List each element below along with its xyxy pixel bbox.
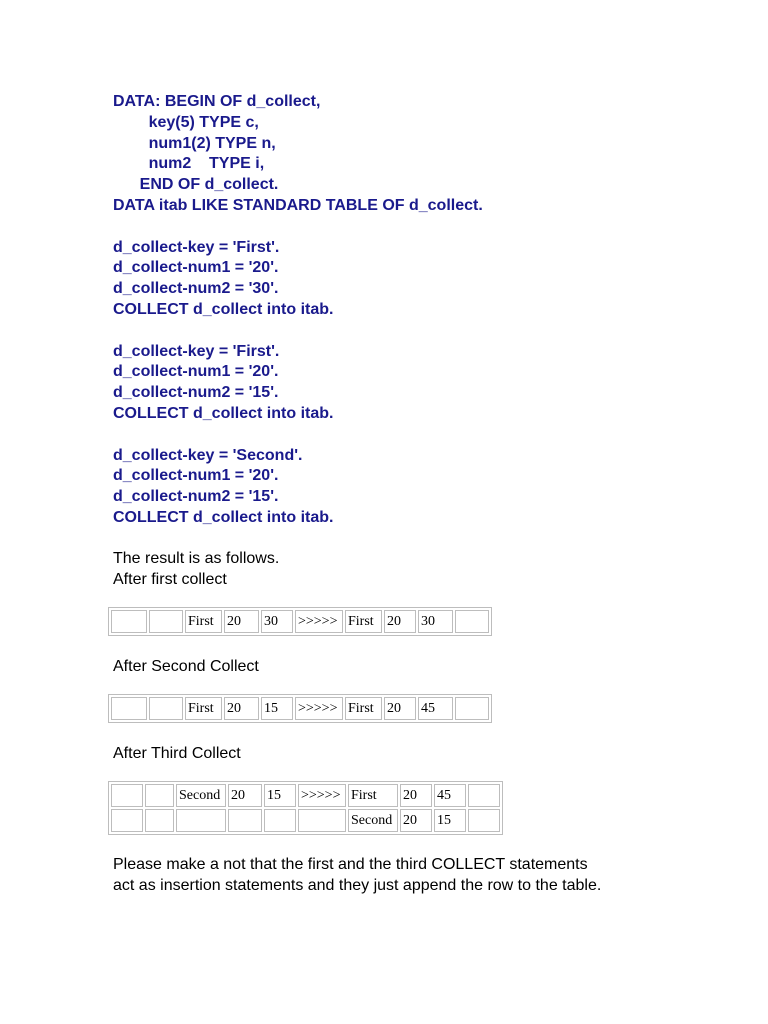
table-cell	[455, 610, 489, 633]
table-cell	[298, 809, 346, 832]
table-cell	[145, 784, 174, 807]
table-cell: Second	[348, 809, 398, 832]
table-cell: First	[185, 610, 222, 633]
code-line: DATA: BEGIN OF d_collect,	[113, 93, 321, 110]
code-block	[113, 92, 483, 529]
table-cell: 20	[384, 610, 416, 633]
note-line-2: act as insertion statements and they just append the row to the table.	[113, 877, 602, 894]
code-line: COLLECT d_collect into itab.	[113, 300, 334, 318]
table-cell	[455, 697, 489, 720]
table-cell	[228, 809, 262, 832]
code-blank-line	[113, 217, 483, 238]
table-cell	[468, 784, 500, 807]
table-cell: 30	[418, 610, 453, 633]
code-line: d_collect-num1 = '20'.	[113, 259, 279, 277]
section-heading-1: After first collect	[113, 571, 227, 588]
table-cell: 30	[261, 610, 293, 633]
code-line: END OF d_collect.	[113, 176, 279, 194]
table-cell: 20	[224, 610, 259, 633]
code-blank-line	[113, 321, 483, 342]
code-line: d_collect-num2 = '30'.	[113, 280, 279, 298]
section-heading-3: After Third Collect	[113, 745, 241, 762]
result-table-3	[108, 781, 503, 835]
table-cell: 20	[400, 809, 432, 832]
table-cell	[264, 809, 296, 832]
table-row	[111, 784, 500, 807]
table-cell: First	[348, 784, 398, 807]
table-cell	[176, 809, 226, 832]
code-line: COLLECT d_collect into itab.	[113, 404, 334, 422]
result-table-2	[108, 694, 492, 723]
result-intro: The result is as follows.	[113, 550, 280, 567]
table-cell: First	[185, 697, 222, 720]
code-line: d_collect-num2 = '15'.	[113, 488, 279, 506]
code-line: d_collect-num2 = '15'.	[113, 384, 279, 402]
code-line: key(5) TYPE c,	[113, 113, 259, 131]
table-cell	[149, 697, 183, 720]
table-cell	[145, 809, 174, 832]
table-cell: 45	[418, 697, 453, 720]
code-line: d_collect-key = 'First'.	[113, 342, 280, 360]
table-row	[111, 809, 500, 832]
table-cell: >>>>>	[298, 784, 346, 807]
table-cell	[111, 784, 143, 807]
table-cell	[111, 610, 147, 633]
table-row	[111, 697, 489, 720]
table-cell: Second	[176, 784, 226, 807]
table-cell	[111, 809, 143, 832]
table-cell: >>>>>	[295, 697, 343, 720]
table-cell: 20	[400, 784, 432, 807]
code-line: COLLECT d_collect into itab.	[113, 508, 334, 526]
code-blank-line	[113, 425, 483, 446]
table-row	[111, 610, 489, 633]
table-cell	[149, 610, 183, 633]
code-line: d_collect-key = 'Second'.	[113, 446, 303, 464]
table-cell	[468, 809, 500, 832]
section-heading-2: After Second Collect	[113, 658, 259, 675]
table-cell: 20	[384, 697, 416, 720]
table-cell: 20	[228, 784, 262, 807]
table-cell: First	[345, 610, 382, 633]
table-cell: 15	[434, 809, 466, 832]
code-line: d_collect-num1 = '20'.	[113, 363, 279, 381]
table-cell: >>>>>	[295, 610, 343, 633]
code-line: d_collect-key = 'First'.	[113, 238, 280, 256]
table-cell: First	[345, 697, 382, 720]
table-cell: 15	[264, 784, 296, 807]
table-cell: 15	[261, 697, 293, 720]
code-line: num2 TYPE i,	[113, 155, 265, 173]
table-cell: 45	[434, 784, 466, 807]
table-cell: 20	[224, 697, 259, 720]
note-line-1: Please make a not that the first and the third COLLECT statements	[113, 856, 588, 873]
table-cell	[111, 697, 147, 720]
code-line: DATA itab LIKE STANDARD TABLE OF d_collect.	[113, 196, 483, 214]
code-line: num1(2) TYPE n,	[113, 134, 276, 152]
code-line: d_collect-num1 = '20'.	[113, 467, 279, 485]
result-table-1	[108, 607, 492, 636]
